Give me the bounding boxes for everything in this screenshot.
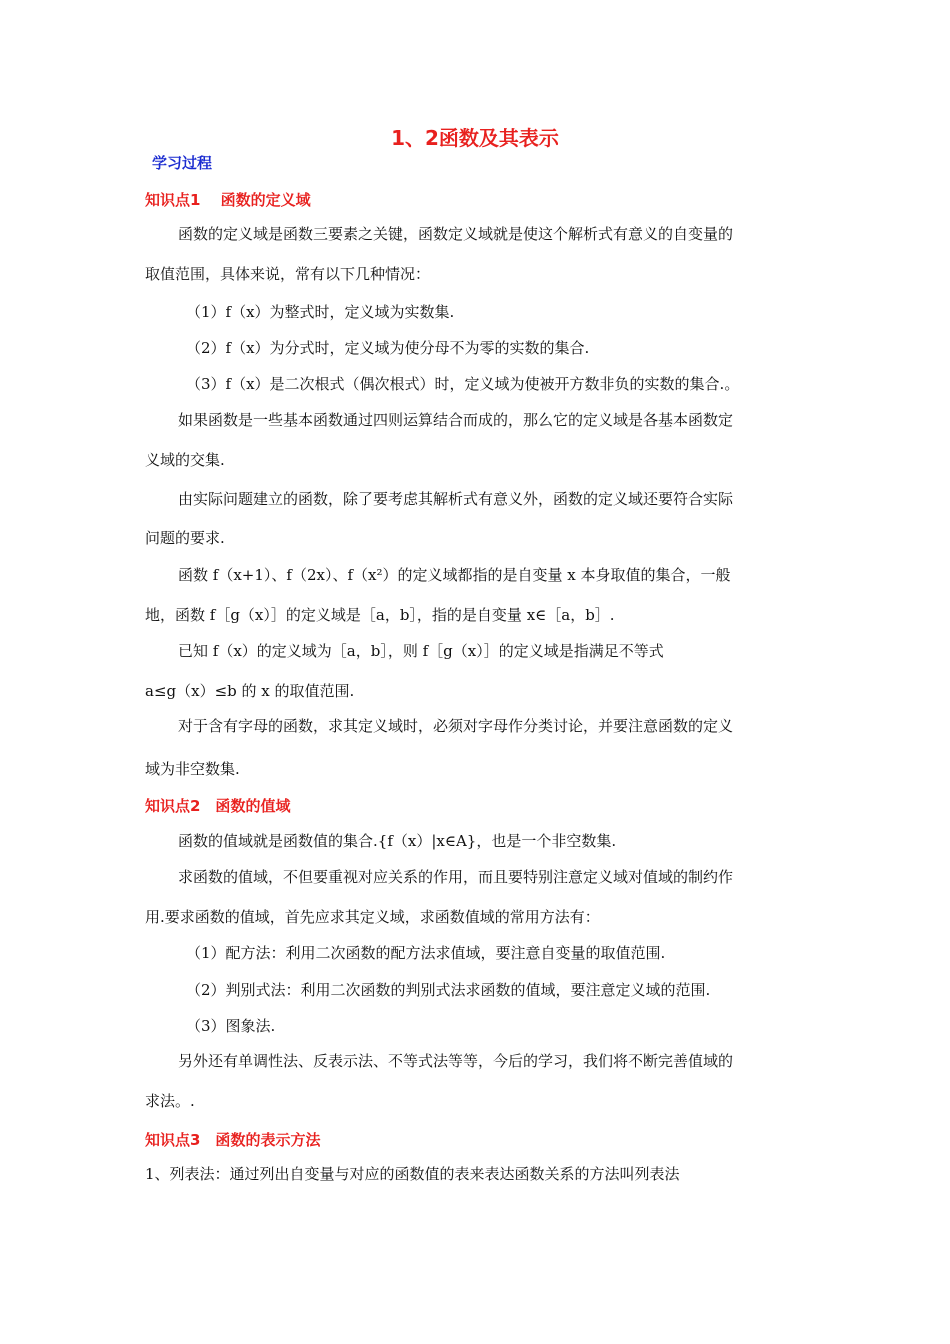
kp2-item-3: （3）图象法. — [186, 1017, 276, 1035]
kp1-paragraph2-line1: 如果函数是一些基本函数通过四则运算结合而成的，那么它的定义域是各基本函数定 — [178, 411, 734, 429]
kp1-heading: 知识点1 函数的定义域 — [145, 191, 311, 209]
page-title: 1、2函数及其表示 — [391, 126, 559, 150]
kp1-item-2: （2）f（x）为分式时，定义域为使分母不为零的实数的集合. — [186, 339, 590, 357]
kp1-paragraph4-line2: 地，函数 f［g（x）］的定义域是［a，b］，指的是自变量 x∈［a，b］. — [145, 606, 615, 624]
kp2-item-1: （1）配方法：利用二次函数的配方法求值域，要注意自变量的取值范围. — [186, 944, 666, 962]
kp2-paragraph2-line2: 用.要求函数的值域，首先应求其定义域，求函数值域的常用方法有： — [145, 908, 600, 926]
kp1-paragraph1-line1: 函数的定义域是函数三要素之关键，函数定义域就是使这个解析式有意义的自变量的 — [178, 225, 734, 243]
kp2-paragraph1: 函数的值域就是函数值的集合.{f（x）|x∈A}，也是一个非空数集. — [178, 832, 617, 850]
kp3-heading: 知识点3 函数的表示方法 — [145, 1131, 321, 1149]
kp1-item-3: （3）f（x）是二次根式（偶次根式）时，定义域为使被开方数非负的实数的集合.。 — [186, 375, 740, 393]
kp1-paragraph6-line1: 对于含有字母的函数，求其定义域时，必须对字母作分类讨论，并要注意函数的定义 — [178, 717, 734, 735]
kp2-heading: 知识点2 函数的值域 — [145, 797, 291, 815]
kp1-paragraph6-line2: 域为非空数集. — [145, 760, 240, 778]
kp1-paragraph2-line2: 义域的交集. — [145, 451, 225, 469]
kp1-paragraph5-line2: a≤g（x）≤b 的 x 的取值范围. — [145, 682, 355, 700]
kp2-paragraph2-line1: 求函数的值域，不但要重视对应关系的作用，而且要特别注意定义域对值域的制约作 — [178, 868, 734, 886]
kp2-paragraph3-line1: 另外还有单调性法、反表示法、不等式法等等，今后的学习，我们将不断完善值域的 — [178, 1052, 734, 1070]
section-heading: 学习过程 — [152, 154, 213, 172]
kp2-item-2: （2）判别式法：利用二次函数的判别式法求函数的值域，要注意定义域的范围. — [186, 981, 711, 999]
kp1-paragraph3-line1: 由实际问题建立的函数，除了要考虑其解析式有意义外，函数的定义域还要符合实际 — [178, 490, 734, 508]
kp1-paragraph5-line1: 已知 f（x）的定义域为［a，b］，则 f［g（x）］的定义域是指满足不等式 — [178, 642, 664, 660]
kp1-item-1: （1）f（x）为整式时，定义域为实数集. — [186, 303, 455, 321]
kp1-paragraph1-line2: 取值范围，具体来说，常有以下几种情况： — [145, 265, 431, 283]
kp1-paragraph3-line2: 问题的要求. — [145, 529, 225, 547]
kp2-paragraph3-line2: 求法。. — [145, 1092, 195, 1110]
kp1-paragraph4-line1: 函数 f（x+1）、f（2x）、f（x²）的定义域都指的是自变量 x 本身取值的集合，一般 — [178, 566, 731, 584]
kp3-paragraph1: 1、列表法：通过列出自变量与对应的函数值的表来表达函数关系的方法叫列表法 — [145, 1165, 680, 1183]
